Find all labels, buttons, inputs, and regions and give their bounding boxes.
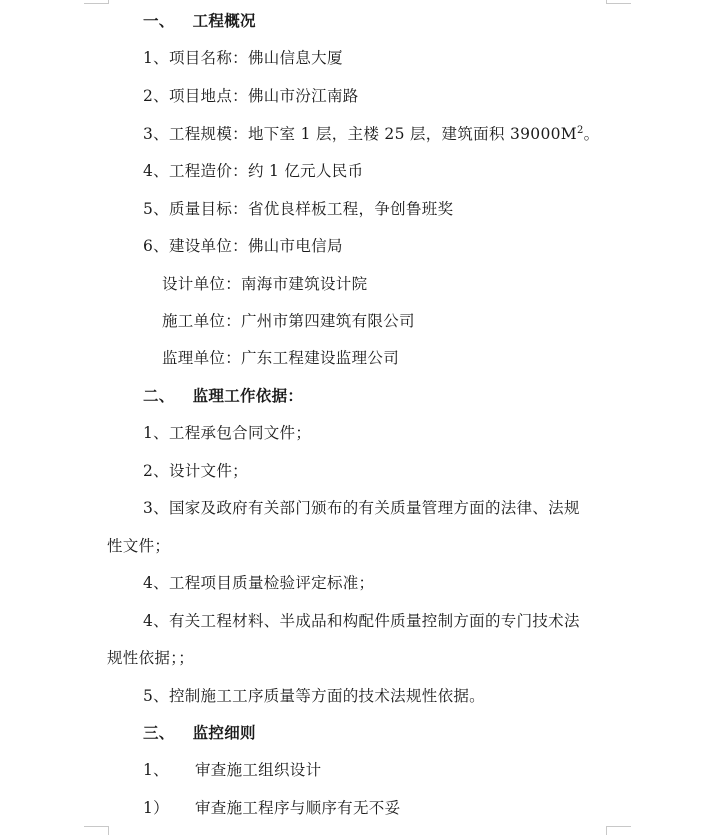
paragraph-basis-laws: 3、国家及政府有关部门颁布的有关质量管理方面的法律、法规 bbox=[143, 499, 580, 517]
paragraph-project-location: 2、项目地点：佛山市汾江南路 bbox=[143, 87, 359, 105]
crop-mark-top-left bbox=[84, 0, 109, 4]
crop-mark-top-right bbox=[606, 0, 631, 4]
project-scale-text: 3、工程规模：地下室 1 层，主楼 25 层，建筑面积 39000M bbox=[143, 125, 577, 143]
section-number: 一、 bbox=[143, 11, 175, 30]
section-title: 监理工作依据： bbox=[192, 386, 304, 405]
paragraph-quality-target: 5、质量目标：省优良样板工程，争创鲁班奖 bbox=[143, 200, 454, 218]
section-title: 工程概况 bbox=[192, 11, 256, 30]
paragraph-owner-unit: 6、建设单位：佛山市电信局 bbox=[143, 237, 343, 255]
paragraph-construction-unit: 施工单位：广州市第四建筑有限公司 bbox=[162, 312, 415, 330]
paragraph-review-design bbox=[143, 760, 321, 780]
area-superscript: 2 bbox=[576, 124, 584, 136]
paragraph-basis-design: 2、设计文件； bbox=[143, 462, 248, 480]
paragraph-basis-materials-cont: 规性依据；； bbox=[107, 649, 195, 667]
paragraph-project-cost: 4、工程造价：约 1 亿元人民币 bbox=[143, 162, 364, 180]
paragraph-basis-materials: 4、有关工程材料、半成品和构配件质量控制方面的专门技术法 bbox=[143, 612, 580, 630]
paragraph-basis-laws-cont: 性文件； bbox=[107, 537, 171, 555]
paragraph-basis-process: 5、控制施工工序质量等方面的技术法规性依据。 bbox=[143, 687, 485, 705]
item-number: 1、 bbox=[143, 761, 169, 779]
section-title: 监控细则 bbox=[192, 723, 256, 742]
item-text: 审查施工程序与顺序有无不妥 bbox=[194, 799, 401, 817]
item-number: 1） bbox=[143, 799, 169, 817]
paragraph-design-unit: 设计单位：南海市建筑设计院 bbox=[162, 275, 368, 293]
paragraph-project-name: 1、项目名称：佛山信息大厦 bbox=[143, 49, 343, 67]
paragraph-basis-contract: 1、工程承包合同文件； bbox=[143, 424, 312, 442]
section-heading-1 bbox=[143, 11, 256, 31]
paragraph-basis-standards: 4、工程项目质量检验评定标准； bbox=[143, 574, 375, 592]
paragraph-review-sequence bbox=[143, 798, 400, 818]
section-heading-2 bbox=[143, 386, 303, 406]
paragraph-supervision-unit: 监理单位：广东工程建设监理公司 bbox=[162, 349, 400, 367]
section-heading-3 bbox=[143, 723, 256, 743]
area-suffix: 。 bbox=[583, 125, 600, 143]
section-number: 三、 bbox=[143, 723, 175, 742]
paragraph-project-scale bbox=[143, 124, 599, 144]
item-text: 审查施工组织设计 bbox=[194, 761, 322, 779]
section-number: 二、 bbox=[143, 386, 175, 405]
